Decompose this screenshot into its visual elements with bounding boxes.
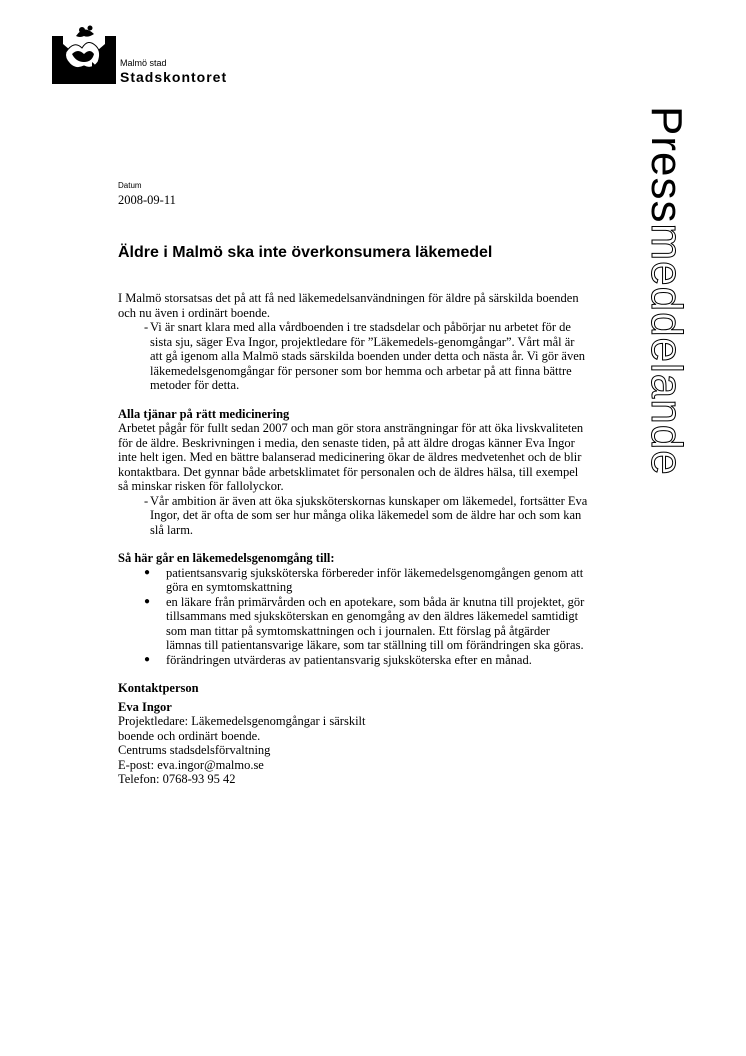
dash-marker: - — [144, 320, 149, 334]
list-item: ● förändringen utvärderas av patientansvarig sjuksköterska efter en månad. — [144, 652, 532, 667]
date-label: Datum — [118, 181, 142, 190]
quote-paragraph-1 — [118, 320, 588, 393]
organization-name — [120, 58, 227, 86]
intro-paragraph: I Malmö storsatsas det på att få ned läkemedelsanvändningen för äldre på särskilda boenden och nu även i ordinärt boende. — [118, 291, 579, 320]
org-office: Stadskontoret — [120, 69, 228, 85]
contact-heading: Kontaktperson — [118, 681, 199, 695]
quote-2-text: Vår ambition är även att öka sjuksköterskornas kunskaper om läkemedel, fortsätter Eva Ingor, det är ofta de som ser hur många olika läkemedel som de äldre har och som kan slå larm. — [150, 493, 588, 537]
quote-paragraph-2 — [118, 494, 588, 538]
dash-marker: - — [144, 493, 149, 508]
section-heading-genomgang: Så här går en läkemedelsgenomgång till: — [118, 551, 335, 565]
contact-block — [118, 681, 588, 787]
bullet-icon: ● — [144, 566, 151, 578]
contact-phone: Telefon: 0768-93 95 42 — [118, 772, 236, 786]
contact-department: Centrums stadsdelsförvaltning — [118, 743, 271, 757]
list-item: ● en läkare från primärvården och en apotekare, som båda är knutna till projektet, gör tillsammans med sjuksköterskan en genomgång av den äldres läkemedel samtidigt som man tittar på symtomskattningen och i journalen. Ett förslag på åtgärder lämnas till patientansvarige läkare, som tar ställning till om förändringen ska göras. — [144, 594, 585, 652]
procedure-list — [118, 566, 588, 668]
list-item: ● patientsansvarig sjuksköterska förbereder inför läkemedelsgenomgången genom att göra en symtomskattning — [144, 565, 584, 594]
contact-role-line-2: boende och ordinärt boende. — [118, 728, 261, 743]
side-label-press: Press — [642, 106, 691, 224]
date-value: 2008-09-11 — [118, 193, 176, 207]
pressmeddelande-side-label — [638, 106, 698, 566]
contact-name: Eva Ingor — [118, 699, 172, 714]
press-release-body — [118, 291, 588, 787]
bullet-icon: ● — [144, 595, 151, 607]
contact-email[interactable]: E-post: eva.ingor@malmo.se — [118, 757, 264, 772]
section-heading-medicinering: Alla tjänar på rätt medicinering — [118, 406, 290, 421]
section-1-paragraph: Arbetet pågår för fullt sedan 2007 och man gör stora ansträngningar för att öka livskvaliteten för de äldre. Beskrivningen i media, den senaste tiden, på att äldre drogas känner Eva Ingor inte helt igen. Med en bättre balanserad medicinering ökar de äldres medvetenhet och de blir kontaktbara. Det gynnar både arbetsklimatet för personalen och de äldres hälsa, till exempel så minskar risken för fallolyckor. — [118, 421, 584, 493]
page-title: Äldre i Malmö ska inte överkonsumera läkemedel — [118, 244, 493, 261]
quote-1-text: Vi är snart klara med alla vårdboenden i tre stadsdelar och påbörjar nu arbetet för de sista sju, säger Eva Ingor, projektledare för ”Läkemedels-genomgångar”. Vårt mål är att gå igenom alla Malmö stads särskilda boenden under detta och nästa år. Vi gör även läkemedelsgenomgångar för personer som bor hemma och arbetar på att finna bättre metoder för detta. — [150, 320, 586, 392]
malmo-coat-of-arms-icon — [52, 22, 116, 84]
side-label-meddelande: meddelande — [642, 223, 691, 476]
org-city: Malmö stad — [120, 58, 167, 68]
bullet-icon: ● — [144, 653, 151, 665]
contact-role-line-1: Projektledare: Läkemedelsgenomgångar i särskilt — [118, 714, 366, 728]
